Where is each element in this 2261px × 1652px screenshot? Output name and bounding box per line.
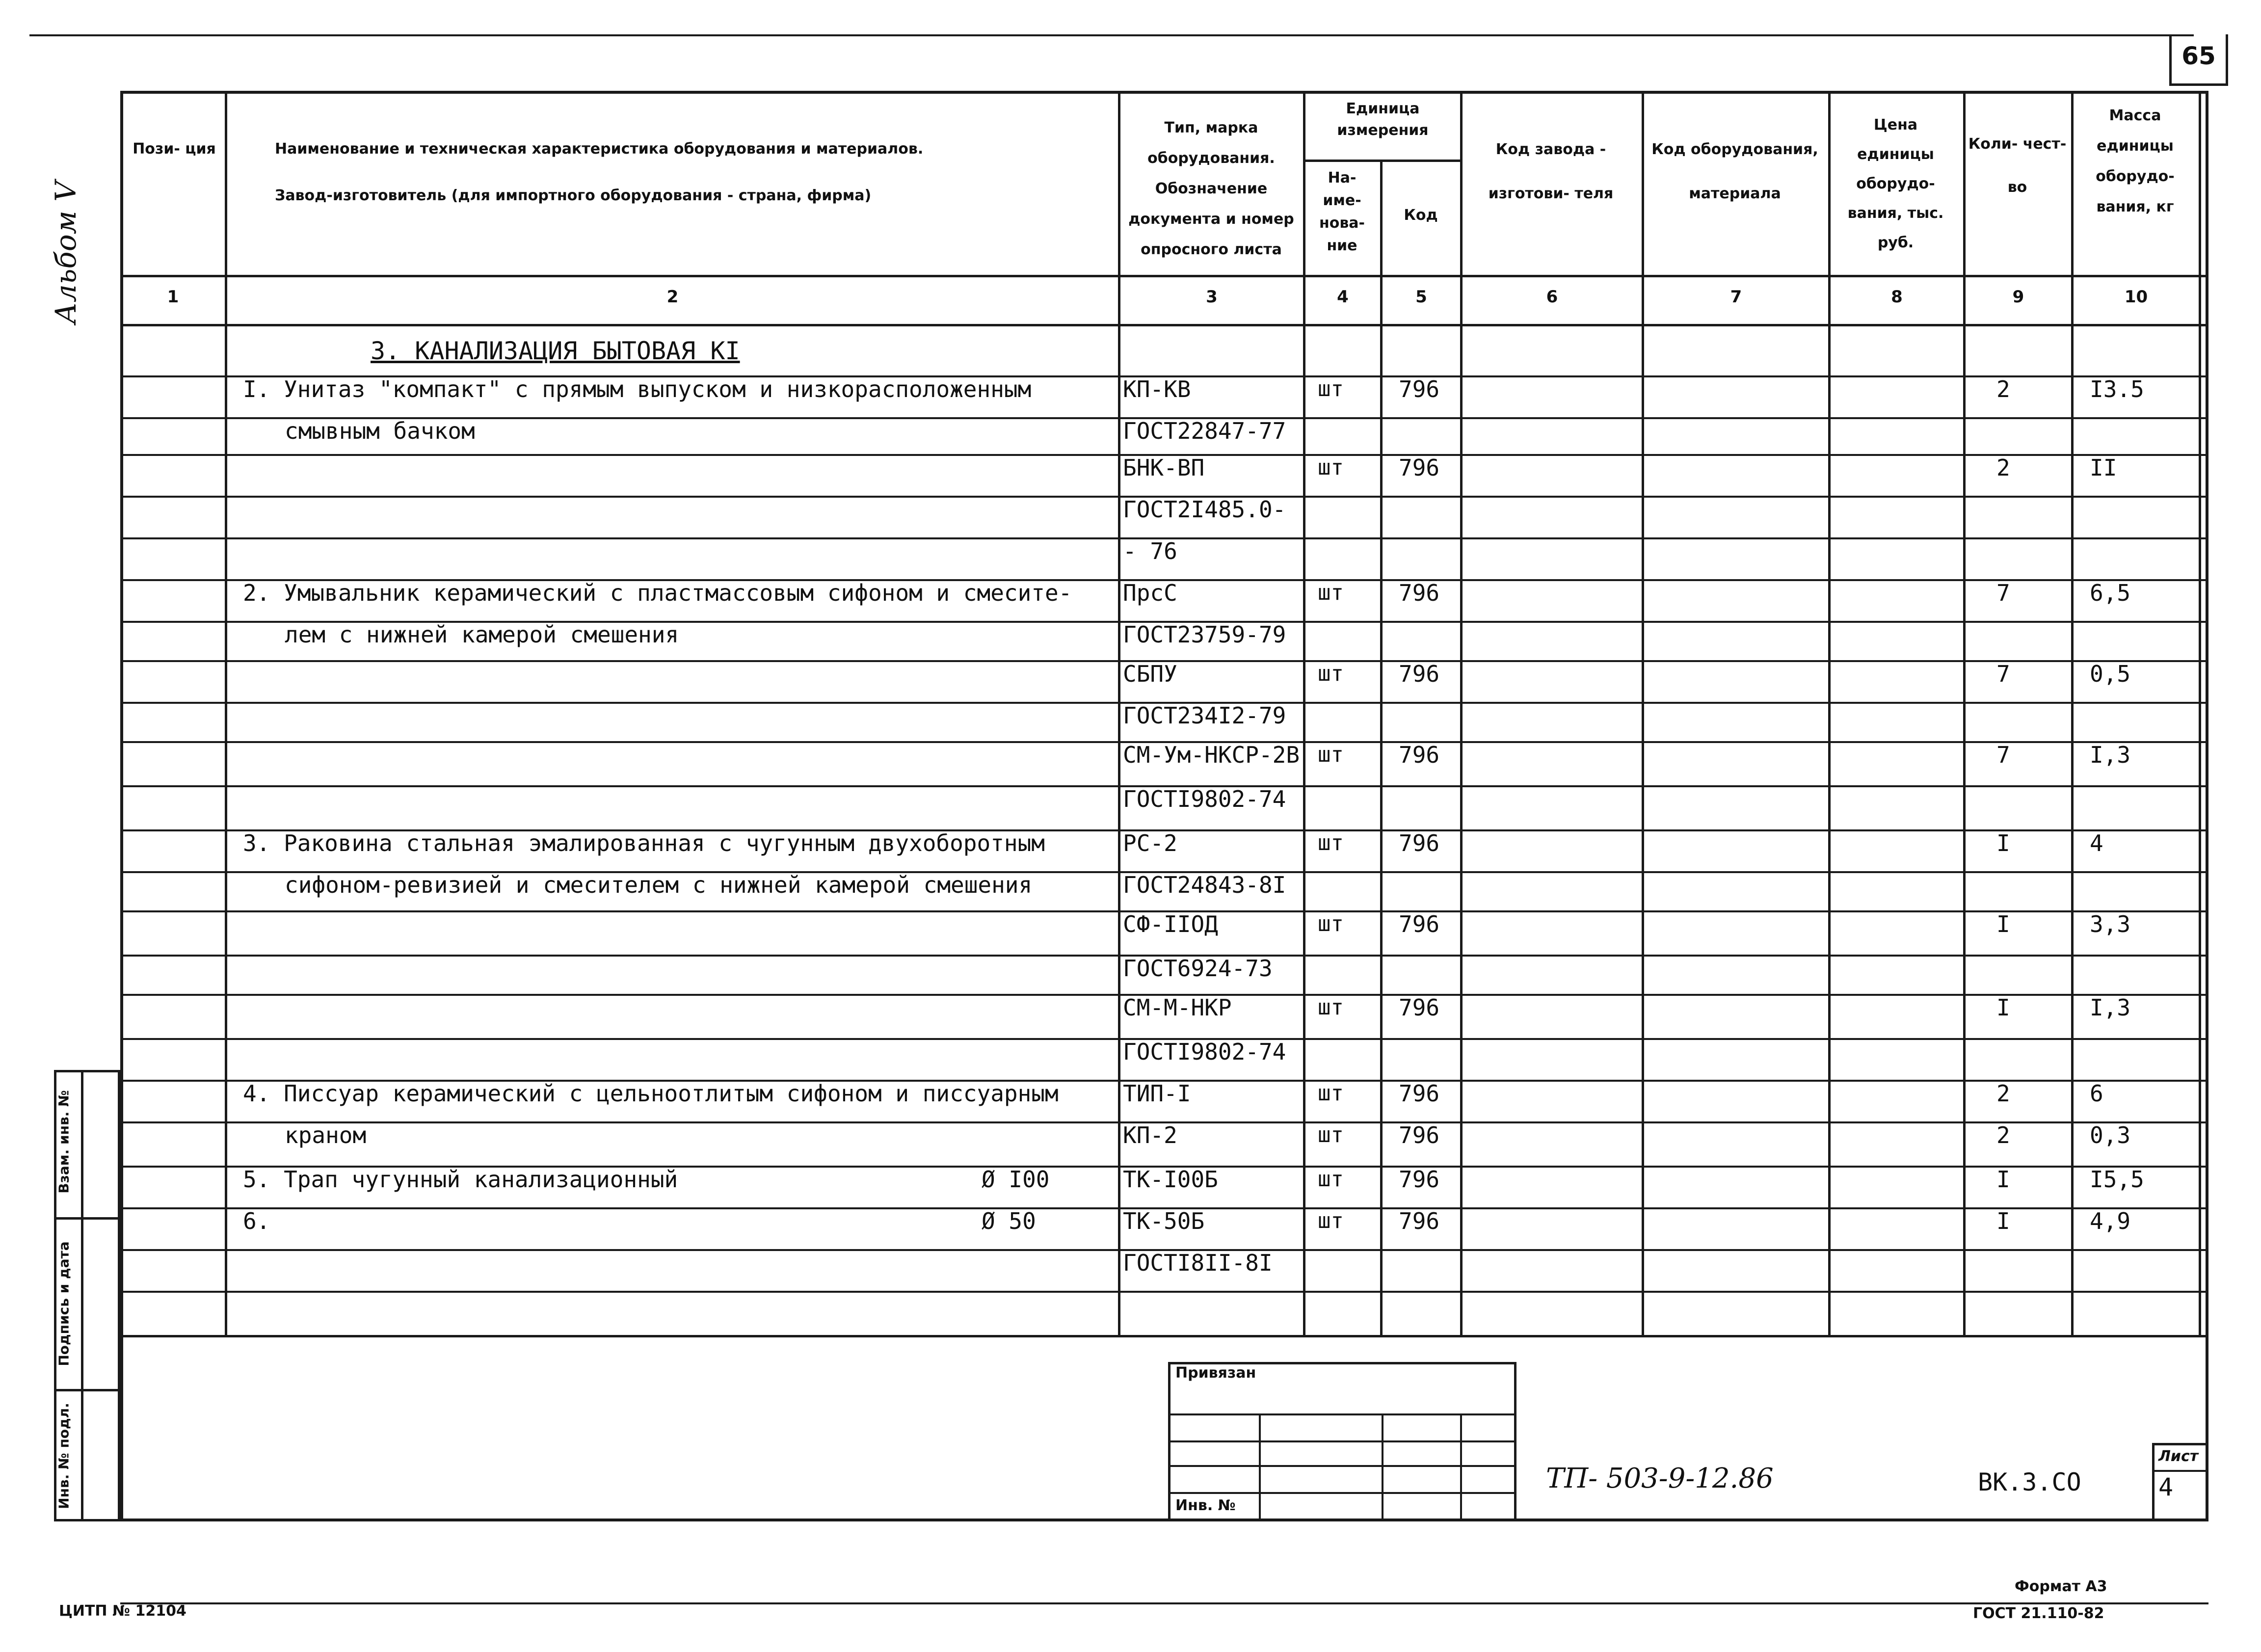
row-mass: I3.5 bbox=[2090, 376, 2144, 402]
row-name: I. Унитаз "компакт" с прямым выпуском и низкорасположенным bbox=[243, 376, 1032, 402]
row-unit: шт bbox=[1318, 661, 1344, 686]
row-unit-code: 796 bbox=[1399, 454, 1440, 481]
doc-code: ВК.3.СО bbox=[1978, 1468, 2081, 1496]
row-unit: шт bbox=[1318, 911, 1344, 936]
row-unit-code: 796 bbox=[1399, 1208, 1440, 1234]
top-rule bbox=[29, 34, 2194, 36]
row-mass: 0,5 bbox=[2090, 661, 2131, 687]
row-quantity: I bbox=[1996, 1208, 2010, 1234]
row-type-code: СБПУ bbox=[1123, 661, 1177, 687]
header-unit: Единица измерения bbox=[1337, 100, 1429, 139]
header-mass: Масса единицы оборудо- вания, кг bbox=[2096, 107, 2175, 215]
row-unit: шт bbox=[1318, 1167, 1344, 1192]
row-unit-code: 796 bbox=[1399, 1166, 1440, 1193]
row-quantity: 7 bbox=[1996, 661, 2010, 687]
header-unit-name: На- име- нова- ние bbox=[1319, 169, 1365, 254]
row-quantity: I bbox=[1996, 994, 2010, 1021]
row-name: краном bbox=[285, 1122, 367, 1148]
row-unit: шт bbox=[1318, 1208, 1344, 1233]
stamp-inv-no: Инв. № bbox=[1175, 1497, 1236, 1514]
header-name-line2: Завод-изготовитель (для импортного оборудования - страна, фирма) bbox=[275, 187, 872, 204]
row-type-code: ГОСТ22847-77 bbox=[1123, 418, 1286, 444]
row-quantity: I bbox=[1996, 911, 2010, 937]
row-unit: шт bbox=[1318, 376, 1344, 401]
row-mass: I,3 bbox=[2090, 994, 2131, 1021]
colnum-7: 7 bbox=[1730, 287, 1742, 307]
side-label-signature-date: Подпись и дата bbox=[55, 1241, 72, 1366]
row-type-code: КП-2 bbox=[1123, 1122, 1177, 1148]
row-mass: 0,3 bbox=[2090, 1122, 2131, 1148]
header-quantity: Коли- чест- во bbox=[1968, 135, 2067, 196]
row-type-code: ГОСТI9802-74 bbox=[1123, 1039, 1286, 1065]
header-unit-code: Код bbox=[1404, 207, 1438, 224]
row-name: 5. Трап чугунный канализационный bbox=[243, 1166, 678, 1193]
sheet-number: 4 bbox=[2158, 1473, 2174, 1501]
row-unit: шт bbox=[1318, 1122, 1344, 1147]
colnum-5: 5 bbox=[1415, 287, 1427, 307]
section-title: 3. КАНАЛИЗАЦИЯ БЫТОВАЯ КI bbox=[371, 337, 740, 365]
side-label-inv-original: Инв. № подл. bbox=[55, 1403, 72, 1509]
colnum-3: 3 bbox=[1206, 287, 1218, 307]
row-unit: шт bbox=[1318, 830, 1344, 855]
row-type-code: БНК-ВП bbox=[1123, 454, 1205, 481]
row-unit-code: 796 bbox=[1399, 911, 1440, 937]
row-unit-code: 796 bbox=[1399, 376, 1440, 402]
row-unit-code: 796 bbox=[1399, 580, 1440, 606]
row-unit-code: 796 bbox=[1399, 830, 1440, 856]
row-name: лем с нижней камерой смешения bbox=[285, 621, 679, 648]
row-quantity: 2 bbox=[1996, 1122, 2010, 1148]
row-type-code: ТК-50Б bbox=[1123, 1208, 1205, 1234]
row-diameter: Ø 50 bbox=[982, 1208, 1036, 1234]
row-type-code: - 76 bbox=[1123, 538, 1177, 564]
row-mass: I5,5 bbox=[2090, 1166, 2144, 1193]
colnum-9: 9 bbox=[2012, 287, 2024, 307]
row-unit-code: 796 bbox=[1399, 742, 1440, 768]
colnum-8: 8 bbox=[1891, 287, 1903, 307]
colnum-4: 4 bbox=[1337, 287, 1349, 307]
row-unit: шт bbox=[1318, 995, 1344, 1020]
row-unit-code: 796 bbox=[1399, 994, 1440, 1021]
row-unit: шт bbox=[1318, 1081, 1344, 1106]
row-mass: 4,9 bbox=[2090, 1208, 2131, 1234]
row-type-code: ГОСТ24843-8I bbox=[1123, 872, 1286, 898]
side-label-replace-inv: Взам. инв. № bbox=[55, 1090, 72, 1194]
row-quantity: 2 bbox=[1996, 454, 2010, 481]
row-type-code: ГОСТI8II-8I bbox=[1123, 1250, 1273, 1276]
row-unit-code: 796 bbox=[1399, 1080, 1440, 1107]
header-position: Пози- ция bbox=[133, 140, 216, 158]
row-mass: 6 bbox=[2090, 1080, 2103, 1107]
row-unit-code: 796 bbox=[1399, 1122, 1440, 1148]
row-type-code: РС-2 bbox=[1123, 830, 1177, 856]
header-equipment-code: Код оборудования, материала bbox=[1651, 141, 1818, 202]
header-type: Тип, марка оборудования. Обозначение документа и номер опросного листа bbox=[1128, 119, 1294, 258]
colnum-10: 10 bbox=[2124, 287, 2148, 307]
row-unit: шт bbox=[1318, 455, 1344, 480]
row-type-code: КП-КВ bbox=[1123, 376, 1191, 402]
row-quantity: 7 bbox=[1996, 580, 2010, 606]
row-mass: 4 bbox=[2090, 830, 2103, 856]
row-quantity: I bbox=[1996, 1166, 2010, 1193]
row-type-code: ТИП-I bbox=[1123, 1080, 1191, 1107]
stamp-privyazan: Привязан bbox=[1175, 1364, 1256, 1382]
row-type-code: СМ-М-НКР bbox=[1123, 994, 1232, 1021]
sheet-label: Лист bbox=[2158, 1448, 2199, 1465]
row-name: 6. bbox=[243, 1208, 270, 1234]
colnum-6: 6 bbox=[1546, 287, 1558, 307]
row-type-code: ГОСТ23759-79 bbox=[1123, 621, 1286, 648]
row-type-code: ГОСТ234I2-79 bbox=[1123, 702, 1286, 729]
row-name: 4. Писсуар керамический с цельноотлитым сифоном и писсуарным bbox=[243, 1080, 1059, 1107]
row-mass: 3,3 bbox=[2090, 911, 2131, 937]
row-type-code: ГОСТ2I485.0- bbox=[1123, 496, 1286, 523]
row-type-code: СФ-IIОД bbox=[1123, 911, 1218, 937]
footer-left: ЦИТП № 12104 bbox=[59, 1602, 186, 1620]
header-name-line1: Наименование и техническая характеристика оборудования и материалов. bbox=[275, 140, 924, 158]
row-name: смывным бачком bbox=[285, 418, 475, 444]
album-label: Альбом V bbox=[49, 181, 82, 324]
row-name: 3. Раковина стальная эмалированная с чугунным двухоборотным bbox=[243, 830, 1045, 856]
project-code: ТП- 503-9-12.86 bbox=[1546, 1463, 1774, 1494]
row-type-code: ГОСТ6924-73 bbox=[1123, 955, 1273, 982]
page-number: 65 bbox=[2181, 42, 2216, 70]
row-quantity: 7 bbox=[1996, 742, 2010, 768]
row-type-code: ПрсС bbox=[1123, 580, 1177, 606]
row-quantity: 2 bbox=[1996, 1080, 2010, 1107]
footer-format: Формат А3 bbox=[2015, 1578, 2107, 1595]
colnum-1: 1 bbox=[167, 287, 179, 307]
row-mass: I,3 bbox=[2090, 742, 2131, 768]
row-name: 2. Умывальник керамический с пластмассовым сифоном и смесите- bbox=[243, 580, 1072, 606]
row-name: сифоном-ревизией и смесителем с нижней камерой смешения bbox=[285, 872, 1033, 898]
row-unit-code: 796 bbox=[1399, 661, 1440, 687]
header-price: Цена единицы оборудо- вания, тыс. руб. bbox=[1847, 116, 1944, 251]
row-mass: II bbox=[2090, 454, 2117, 481]
row-separator bbox=[120, 1291, 2208, 1293]
header-plant-code: Код завода - изготови- теля bbox=[1488, 141, 1614, 202]
row-unit: шт bbox=[1318, 580, 1344, 605]
row-type-code: ТК-I00Б bbox=[1123, 1166, 1218, 1193]
row-mass: 6,5 bbox=[2090, 580, 2131, 606]
row-type-code: ГОСТI9802-74 bbox=[1123, 786, 1286, 812]
row-unit: шт bbox=[1318, 742, 1344, 767]
colnum-2: 2 bbox=[666, 287, 679, 307]
footer-gost: ГОСТ 21.110-82 bbox=[1973, 1605, 2104, 1622]
row-type-code: СМ-Ум-НКСР-2В bbox=[1123, 742, 1300, 768]
row-diameter: Ø I00 bbox=[982, 1166, 1050, 1193]
row-quantity: 2 bbox=[1996, 376, 2010, 402]
row-quantity: I bbox=[1996, 830, 2010, 856]
